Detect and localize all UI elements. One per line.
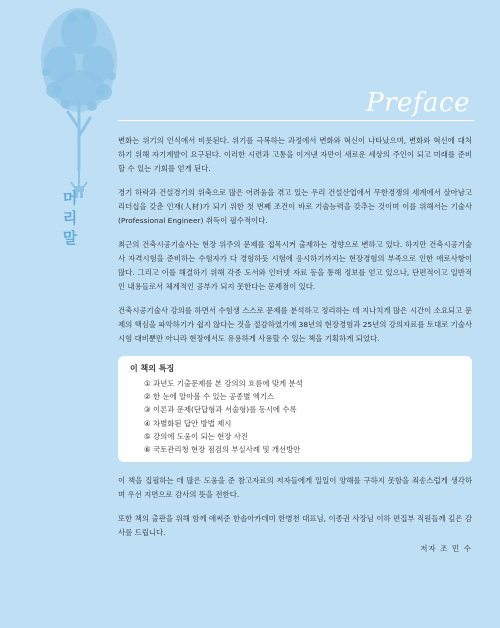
- paragraph: 최근의 건축시공기술사는 현장 위주의 문제를 접목시켜 출제하는 경향으로 변하고 있다. 하지만 건축시공기술사 자격시험을 준비하는 수험자가 다 경험하듯 시험에 응시하기까지는 현장경험의 부족으로 인한 애로사항이 많다. 그리고 이를 해결하기 위해 각종 도서와 인터넷 자료 등을 통해 정보를 얻고 있으나, 단편적이고 일반적인 내용들로서 체계적인 공부가 되지 못한다는 문제점이 있다.: [118, 240, 472, 291]
- side-title-char: 머: [62, 189, 78, 207]
- paragraph: 경기 하락과 건설경기의 위축으로 많은 어려움을 겪고 있는 우리 건설산업에서 무한경쟁의 세계에서 살아남고 리더십을 갖춘 인재(人材)가 되기 위한 첫 번째 조건이 바로 기술능력을 갖추는 것이며 이를 위해서는 기술사(Professional Engineer) 취득이 필수적이다.: [118, 188, 472, 225]
- feature-item: ③ 이론과 문제(단답형과 서술형)를 동시에 수록: [144, 405, 297, 415]
- side-title-char: 리: [62, 209, 78, 227]
- side-title: [60, 188, 80, 248]
- paragraph: 또한 책의 출판을 위해 함께 애써준 한솔아카데미 한병천 대표님, 이종권 사장님 이하 편집부 직원들께 깊은 감사를 드립니다.: [118, 514, 472, 538]
- feature-item: ① 과년도 기출문제를 본 강의의 흐름에 맞게 분석: [144, 379, 303, 388]
- page-heading: Preface: [366, 88, 470, 118]
- preface-body: [118, 134, 472, 556]
- features-box: [118, 356, 472, 462]
- paragraph: 건축시공기술사 강의를 하면서 수험생 스스로 문제를 분석하고 정리하는 데 지나치게 많은 시간이 소요되고 문제의 핵심을 파악하기가 쉽지 않다는 것을 절감하였기에 38년의 현장경험과 25년의 강의자료를 토대로 기술사시험 대비뿐만 아니라 현장에서도 유용하게 사용할 수 있는 책을 기획하게 되었다.: [118, 306, 472, 343]
- features-list: [130, 377, 462, 456]
- feature-item: ⑤ 강의에 도움이 되는 현장 사진: [144, 431, 249, 441]
- author-signature: 저자 조 민 수: [420, 544, 472, 554]
- feature-item: ② 한 눈에 알아볼 수 있는 공종별 엑기스: [144, 392, 275, 402]
- feature-item: ④ 차별화된 답안 방법 제시: [144, 418, 232, 428]
- features-title: 이 책의 특징: [130, 364, 175, 373]
- heading-divider: [118, 120, 474, 121]
- side-title-char: 말: [62, 229, 78, 247]
- paragraph: 변화는 위기의 인식에서 비롯된다. 위기를 극복하는 과정에서 변화와 혁신이 나타났으며, 변화와 혁신에 대처하기 위해 자기계발이 요구된다. 이러한 시련과 고통을 이겨낸 자만이 새로운 세상의 주인이 되고 미래를 준비할 수 있는 기회를 얻게 된다.: [118, 136, 472, 173]
- paragraph: 이 책을 집필하는 데 많은 도움을 준 참고자료의 저자들에게 일일이 양해를 구하지 못함을 죄송스럽게 생각하며 우선 지면으로 감사의 뜻을 전한다.: [118, 476, 472, 500]
- feature-item: ⑥ 국토관리청 현장 점검의 부실사례 및 개선방안: [144, 445, 301, 455]
